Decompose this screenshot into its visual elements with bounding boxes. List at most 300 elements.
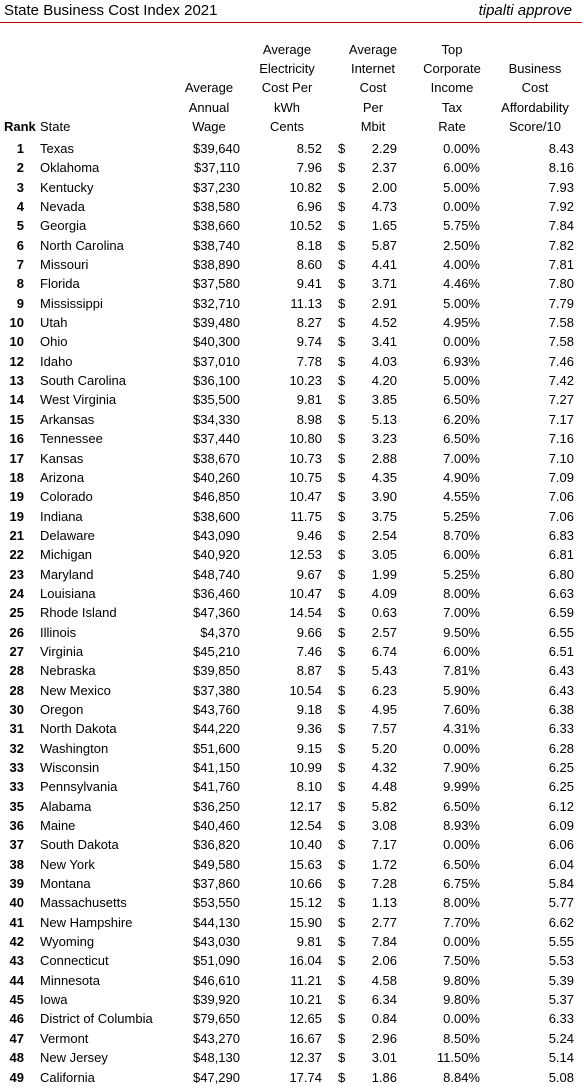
table-row bbox=[0, 758, 582, 777]
wage-cell: $49,580 bbox=[193, 856, 240, 872]
table-row bbox=[0, 700, 582, 719]
table-row bbox=[0, 565, 582, 584]
score-cell: 5.37 bbox=[548, 992, 574, 1008]
wage-cell: $47,360 bbox=[193, 605, 240, 621]
electricity-cell: 15.90 bbox=[289, 914, 322, 930]
rank-cell: 10 bbox=[9, 315, 24, 331]
table-row bbox=[0, 216, 582, 235]
score-cell: 7.17 bbox=[548, 411, 574, 427]
table-row bbox=[0, 158, 582, 177]
tax-rate-cell: 9.50% bbox=[443, 624, 480, 640]
rank-cell: 4 bbox=[16, 199, 24, 215]
currency-symbol: $ bbox=[338, 992, 346, 1008]
tax-rate-cell: 6.00% bbox=[443, 643, 480, 659]
electricity-cell: 8.10 bbox=[296, 779, 322, 795]
wage-cell: $38,670 bbox=[193, 450, 240, 466]
electricity-cell: 9.41 bbox=[296, 276, 322, 292]
score-cell: 6.25 bbox=[548, 760, 574, 775]
currency-symbol: $ bbox=[338, 179, 346, 195]
rank-cell: 38 bbox=[9, 856, 24, 872]
score-cell: 6.81 bbox=[548, 547, 574, 563]
table-row bbox=[0, 874, 582, 893]
state-cell: West Virginia bbox=[40, 392, 117, 408]
internet-cell: 1.86 bbox=[371, 1069, 397, 1085]
electricity-cell: 9.74 bbox=[296, 334, 322, 350]
table-row bbox=[0, 1029, 582, 1048]
score-cell: 5.84 bbox=[548, 876, 574, 892]
tax-rate-cell: 6.50% bbox=[443, 798, 480, 814]
table-row bbox=[0, 371, 582, 390]
wage-cell: $39,480 bbox=[193, 315, 240, 331]
tax-rate-cell: 2.50% bbox=[443, 237, 480, 253]
tax-rate-cell: 7.00% bbox=[443, 450, 480, 466]
tax-rate-cell: 4.95% bbox=[443, 315, 480, 331]
score-cell: 6.33 bbox=[548, 721, 574, 737]
tax-rate-cell: 7.60% bbox=[443, 701, 480, 717]
score-cell: 6.83 bbox=[548, 527, 574, 543]
score-cell: 6.62 bbox=[548, 914, 574, 930]
currency-symbol: $ bbox=[338, 1069, 346, 1085]
table-row bbox=[0, 661, 582, 680]
rank-cell: 28 bbox=[9, 663, 24, 679]
rank-cell: 6 bbox=[16, 237, 24, 253]
currency-symbol: $ bbox=[338, 856, 346, 872]
currency-symbol: $ bbox=[338, 953, 346, 969]
state-cell: Oklahoma bbox=[40, 160, 100, 176]
currency-symbol: $ bbox=[338, 547, 346, 563]
table-row bbox=[0, 545, 582, 564]
tax-rate-cell: 5.25% bbox=[443, 566, 480, 582]
tax-rate-cell: 0.00% bbox=[443, 199, 480, 215]
wage-cell: $43,760 bbox=[193, 701, 240, 717]
electricity-cell: 10.99 bbox=[289, 760, 322, 775]
rank-cell: 33 bbox=[9, 760, 24, 775]
column-header-state: State bbox=[40, 118, 71, 134]
internet-cell: 6.74 bbox=[371, 643, 397, 659]
currency-symbol: $ bbox=[338, 141, 346, 156]
state-cell: New Jersey bbox=[40, 1050, 108, 1066]
rank-cell: 21 bbox=[9, 527, 24, 543]
wage-cell: $51,600 bbox=[193, 740, 240, 756]
wage-cell: $38,740 bbox=[193, 237, 240, 253]
rank-cell: 44 bbox=[9, 972, 24, 988]
wage-cell: $37,380 bbox=[193, 682, 240, 698]
score-cell: 6.28 bbox=[548, 740, 574, 756]
rank-cell: 46 bbox=[9, 1011, 24, 1027]
state-cell: Nebraska bbox=[40, 663, 96, 679]
state-cell: South Carolina bbox=[40, 373, 126, 389]
wage-cell: $48,130 bbox=[193, 1050, 240, 1066]
currency-symbol: $ bbox=[338, 411, 346, 427]
table-body bbox=[0, 139, 582, 1087]
tax-rate-cell: 6.50% bbox=[443, 392, 480, 408]
score-cell: 6.25 bbox=[548, 779, 574, 795]
rank-cell: 28 bbox=[9, 682, 24, 698]
currency-symbol: $ bbox=[338, 469, 346, 485]
rank-cell: 40 bbox=[9, 895, 24, 911]
wage-cell: $36,820 bbox=[193, 837, 240, 853]
electricity-cell: 8.18 bbox=[296, 237, 322, 253]
currency-symbol: $ bbox=[338, 682, 346, 698]
tax-rate-cell: 6.50% bbox=[443, 431, 480, 447]
score-cell: 7.16 bbox=[548, 431, 574, 447]
state-cell: Louisiana bbox=[40, 585, 96, 601]
internet-cell: 2.29 bbox=[371, 141, 397, 156]
score-cell: 7.06 bbox=[548, 489, 574, 505]
currency-symbol: $ bbox=[338, 779, 346, 795]
currency-symbol: $ bbox=[338, 1011, 346, 1027]
state-cell: Indiana bbox=[40, 508, 83, 524]
currency-symbol: $ bbox=[338, 760, 346, 775]
internet-cell: 4.20 bbox=[371, 373, 397, 389]
internet-cell: 5.82 bbox=[371, 798, 397, 814]
rank-cell: 45 bbox=[9, 992, 24, 1008]
wage-cell: $32,710 bbox=[193, 295, 240, 311]
tax-rate-cell: 0.00% bbox=[443, 740, 480, 756]
rank-cell: 9 bbox=[16, 295, 24, 311]
rank-cell: 23 bbox=[9, 566, 24, 582]
table-row bbox=[0, 197, 582, 216]
state-cell: New Hampshire bbox=[40, 914, 133, 930]
electricity-cell: 10.80 bbox=[289, 431, 322, 447]
rank-cell: 22 bbox=[9, 547, 24, 563]
wage-cell: $36,460 bbox=[193, 585, 240, 601]
state-cell: California bbox=[40, 1069, 95, 1085]
rank-cell: 16 bbox=[9, 431, 24, 447]
internet-cell: 4.58 bbox=[371, 972, 397, 988]
wage-cell: $37,440 bbox=[193, 431, 240, 447]
electricity-cell: 11.21 bbox=[290, 972, 322, 988]
state-cell: Ohio bbox=[40, 334, 68, 350]
electricity-cell: 7.96 bbox=[296, 160, 322, 176]
electricity-cell: 10.40 bbox=[289, 837, 322, 853]
state-cell: Washington bbox=[40, 740, 109, 756]
table-row bbox=[0, 1009, 582, 1028]
internet-cell: 1.99 bbox=[371, 566, 397, 582]
tax-rate-cell: 4.46% bbox=[443, 276, 480, 292]
table-row bbox=[0, 951, 582, 970]
state-cell: Minnesota bbox=[40, 972, 100, 988]
internet-cell: 2.37 bbox=[371, 160, 397, 176]
electricity-cell: 9.66 bbox=[296, 624, 322, 640]
table-row bbox=[0, 971, 582, 990]
rank-cell: 32 bbox=[9, 740, 24, 756]
tax-rate-cell: 0.00% bbox=[443, 1011, 480, 1027]
rank-cell: 2 bbox=[16, 160, 24, 176]
wage-cell: $39,920 bbox=[193, 992, 240, 1008]
tax-rate-cell: 7.81% bbox=[443, 663, 480, 679]
electricity-cell: 12.65 bbox=[289, 1011, 322, 1027]
tax-rate-cell: 6.75% bbox=[443, 876, 480, 892]
table-row bbox=[0, 642, 582, 661]
score-cell: 6.04 bbox=[548, 856, 574, 872]
internet-cell: 3.01 bbox=[371, 1050, 397, 1066]
electricity-cell: 10.82 bbox=[289, 179, 322, 195]
currency-symbol: $ bbox=[338, 295, 346, 311]
table-row bbox=[0, 855, 582, 874]
tax-rate-cell: 5.00% bbox=[443, 179, 480, 195]
internet-cell: 2.91 bbox=[371, 295, 397, 311]
rank-cell: 13 bbox=[9, 373, 24, 389]
score-cell: 7.82 bbox=[548, 237, 574, 253]
tax-rate-cell: 4.00% bbox=[443, 257, 480, 273]
table-row bbox=[0, 294, 582, 313]
state-cell: Michigan bbox=[40, 547, 93, 563]
tax-rate-cell: 11.50% bbox=[436, 1050, 480, 1066]
tax-rate-cell: 8.00% bbox=[443, 895, 480, 911]
score-cell: 6.38 bbox=[548, 701, 574, 717]
state-cell: Missouri bbox=[40, 257, 89, 273]
currency-symbol: $ bbox=[338, 895, 346, 911]
score-cell: 7.10 bbox=[548, 450, 574, 466]
electricity-cell: 9.67 bbox=[296, 566, 322, 582]
rank-cell: 19 bbox=[9, 489, 24, 505]
table-row bbox=[0, 1068, 582, 1087]
electricity-cell: 16.67 bbox=[289, 1030, 322, 1046]
currency-symbol: $ bbox=[338, 605, 346, 621]
state-cell: New York bbox=[40, 856, 95, 872]
internet-cell: 0.84 bbox=[371, 1011, 397, 1027]
wage-cell: $41,150 bbox=[193, 760, 240, 775]
currency-symbol: $ bbox=[338, 818, 346, 834]
electricity-cell: 7.46 bbox=[296, 643, 322, 659]
electricity-cell: 7.78 bbox=[296, 353, 322, 369]
tax-rate-cell: 6.20% bbox=[443, 411, 480, 427]
score-cell: 6.12 bbox=[548, 798, 574, 814]
currency-symbol: $ bbox=[338, 566, 346, 582]
score-cell: 5.39 bbox=[548, 972, 574, 988]
wage-cell: $37,860 bbox=[193, 876, 240, 892]
state-cell: Kansas bbox=[40, 450, 84, 466]
tax-rate-cell: 9.80% bbox=[443, 972, 480, 988]
tax-rate-cell: 0.00% bbox=[443, 934, 480, 950]
currency-symbol: $ bbox=[338, 701, 346, 717]
wage-cell: $39,640 bbox=[193, 141, 240, 156]
internet-cell: 5.43 bbox=[371, 663, 397, 679]
rank-cell: 26 bbox=[9, 624, 24, 640]
rank-cell: 24 bbox=[9, 585, 24, 601]
rank-cell: 30 bbox=[9, 701, 24, 717]
electricity-cell: 11.75 bbox=[290, 508, 322, 524]
table-row bbox=[0, 603, 582, 622]
wage-cell: $53,550 bbox=[193, 895, 240, 911]
rank-cell: 31 bbox=[9, 721, 24, 737]
rank-cell: 3 bbox=[16, 179, 24, 195]
electricity-cell: 9.81 bbox=[296, 934, 322, 950]
score-cell: 7.27 bbox=[548, 392, 574, 408]
state-cell: Delaware bbox=[40, 527, 95, 543]
wage-cell: $37,110 bbox=[193, 160, 240, 176]
state-cell: Virginia bbox=[40, 643, 84, 659]
tax-rate-cell: 6.50% bbox=[443, 856, 480, 872]
score-cell: 6.51 bbox=[548, 643, 574, 659]
internet-cell: 1.13 bbox=[371, 895, 397, 911]
score-cell: 5.55 bbox=[548, 934, 574, 950]
rank-cell: 33 bbox=[9, 779, 24, 795]
table-row bbox=[0, 584, 582, 603]
tax-rate-cell: 6.00% bbox=[443, 547, 480, 563]
electricity-cell: 10.47 bbox=[289, 489, 322, 505]
electricity-cell: 17.74 bbox=[289, 1069, 322, 1085]
rank-cell: 42 bbox=[9, 934, 24, 950]
state-cell: South Dakota bbox=[40, 837, 119, 853]
state-cell: Utah bbox=[40, 315, 68, 331]
rank-cell: 49 bbox=[9, 1069, 24, 1085]
wage-cell: $43,090 bbox=[193, 527, 240, 543]
currency-symbol: $ bbox=[338, 1050, 346, 1066]
rank-cell: 5 bbox=[16, 218, 24, 234]
state-cell: Maryland bbox=[40, 566, 94, 582]
wage-cell: $46,850 bbox=[193, 489, 240, 505]
tax-rate-cell: 8.93% bbox=[443, 818, 480, 834]
internet-cell: 4.09 bbox=[371, 585, 397, 601]
internet-cell: 2.06 bbox=[371, 953, 397, 969]
currency-symbol: $ bbox=[338, 527, 346, 543]
wage-cell: $41,760 bbox=[193, 779, 240, 795]
currency-symbol: $ bbox=[338, 392, 346, 408]
score-cell: 7.92 bbox=[548, 199, 574, 215]
internet-cell: 3.23 bbox=[371, 431, 397, 447]
wage-cell: $37,580 bbox=[193, 276, 240, 292]
wage-cell: $38,890 bbox=[193, 257, 240, 273]
rank-cell: 41 bbox=[9, 914, 24, 930]
score-cell: 6.43 bbox=[548, 682, 574, 698]
internet-cell: 4.03 bbox=[371, 353, 397, 369]
electricity-cell: 6.96 bbox=[296, 199, 322, 215]
internet-cell: 3.41 bbox=[371, 334, 397, 350]
internet-cell: 0.63 bbox=[371, 605, 397, 621]
currency-symbol: $ bbox=[338, 237, 346, 253]
rank-cell: 37 bbox=[9, 837, 24, 853]
currency-symbol: $ bbox=[338, 160, 346, 176]
rank-cell: 47 bbox=[9, 1030, 24, 1046]
wage-cell: $40,920 bbox=[193, 547, 240, 563]
table-row bbox=[0, 139, 582, 158]
tax-rate-cell: 5.00% bbox=[443, 295, 480, 311]
score-cell: 5.14 bbox=[548, 1050, 574, 1066]
table-row bbox=[0, 390, 582, 409]
rank-cell: 18 bbox=[9, 469, 24, 485]
currency-symbol: $ bbox=[338, 740, 346, 756]
column-header-electricity: Average Electricity Cost Per kWh Cents bbox=[259, 41, 315, 134]
table-row bbox=[0, 468, 582, 487]
currency-symbol: $ bbox=[338, 798, 346, 814]
score-cell: 7.06 bbox=[548, 508, 574, 524]
rank-cell: 39 bbox=[9, 876, 24, 892]
wage-cell: $36,100 bbox=[193, 373, 240, 389]
wage-cell: $46,610 bbox=[193, 972, 240, 988]
internet-cell: 2.54 bbox=[371, 527, 397, 543]
rank-cell: 14 bbox=[9, 392, 24, 408]
currency-symbol: $ bbox=[338, 934, 346, 950]
rank-cell: 15 bbox=[9, 411, 24, 427]
column-header-wage: Average Annual Wage bbox=[184, 80, 234, 134]
electricity-cell: 10.75 bbox=[289, 469, 322, 485]
electricity-cell: 8.52 bbox=[296, 141, 322, 156]
electricity-cell: 8.27 bbox=[296, 315, 322, 331]
electricity-cell: 11.13 bbox=[290, 295, 322, 311]
internet-cell: 3.08 bbox=[371, 818, 397, 834]
currency-symbol: $ bbox=[338, 450, 346, 466]
internet-cell: 4.73 bbox=[371, 199, 397, 215]
internet-cell: 7.17 bbox=[371, 837, 397, 853]
currency-symbol: $ bbox=[338, 585, 346, 601]
wage-cell: $51,090 bbox=[193, 953, 240, 969]
internet-cell: 4.35 bbox=[371, 469, 397, 485]
wage-cell: $40,260 bbox=[193, 469, 240, 485]
state-cell: Vermont bbox=[40, 1030, 89, 1046]
internet-cell: 2.00 bbox=[371, 179, 397, 195]
currency-symbol: $ bbox=[338, 876, 346, 892]
state-cell: Mississippi bbox=[40, 295, 103, 311]
wage-cell: $44,220 bbox=[193, 721, 240, 737]
tax-rate-cell: 0.00% bbox=[443, 141, 480, 156]
electricity-cell: 10.73 bbox=[289, 450, 322, 466]
electricity-cell: 10.47 bbox=[289, 585, 322, 601]
currency-symbol: $ bbox=[338, 489, 346, 505]
title-bar bbox=[0, 0, 582, 23]
state-cell: Alabama bbox=[40, 798, 92, 814]
internet-cell: 2.57 bbox=[371, 624, 397, 640]
table-row bbox=[0, 236, 582, 255]
wage-cell: $43,030 bbox=[193, 934, 240, 950]
state-cell: Wisconsin bbox=[40, 760, 100, 775]
internet-cell: 3.90 bbox=[371, 489, 397, 505]
internet-cell: 3.85 bbox=[371, 392, 397, 408]
internet-cell: 7.57 bbox=[371, 721, 397, 737]
score-cell: 5.24 bbox=[548, 1030, 574, 1046]
electricity-cell: 12.53 bbox=[289, 547, 322, 563]
score-cell: 7.79 bbox=[548, 295, 574, 311]
state-cell: Florida bbox=[40, 276, 80, 292]
currency-symbol: $ bbox=[338, 643, 346, 659]
internet-cell: 6.23 bbox=[371, 682, 397, 698]
tax-rate-cell: 8.70% bbox=[443, 527, 480, 543]
electricity-cell: 16.04 bbox=[289, 953, 322, 969]
state-cell: Iowa bbox=[40, 992, 68, 1008]
state-cell: North Carolina bbox=[40, 237, 124, 253]
table-row bbox=[0, 449, 582, 468]
rank-cell: 8 bbox=[16, 276, 24, 292]
state-cell: Idaho bbox=[40, 353, 73, 369]
electricity-cell: 9.46 bbox=[296, 527, 322, 543]
score-cell: 7.80 bbox=[548, 276, 574, 292]
tax-rate-cell: 5.00% bbox=[443, 373, 480, 389]
wage-cell: $47,290 bbox=[193, 1069, 240, 1085]
electricity-cell: 12.54 bbox=[289, 818, 322, 834]
internet-cell: 5.87 bbox=[371, 237, 397, 253]
internet-cell: 7.84 bbox=[371, 934, 397, 950]
tax-rate-cell: 5.90% bbox=[443, 682, 480, 698]
internet-cell: 3.75 bbox=[371, 508, 397, 524]
state-cell: Pennsylvania bbox=[40, 779, 118, 795]
rank-cell: 48 bbox=[9, 1050, 24, 1066]
state-cell: Arizona bbox=[40, 469, 85, 485]
score-cell: 6.33 bbox=[548, 1011, 574, 1027]
tax-rate-cell: 6.93% bbox=[443, 353, 480, 369]
electricity-cell: 8.87 bbox=[296, 663, 322, 679]
internet-cell: 1.65 bbox=[371, 218, 397, 234]
tax-rate-cell: 7.90% bbox=[443, 760, 480, 775]
score-cell: 7.09 bbox=[548, 469, 574, 485]
electricity-cell: 10.54 bbox=[289, 682, 322, 698]
wage-cell: $34,330 bbox=[193, 411, 240, 427]
rank-cell: 25 bbox=[9, 605, 24, 621]
state-cell: Connecticut bbox=[40, 953, 109, 969]
state-cell: Tennessee bbox=[40, 431, 103, 447]
table-row bbox=[0, 332, 582, 351]
state-cell: District of Columbia bbox=[40, 1011, 153, 1027]
